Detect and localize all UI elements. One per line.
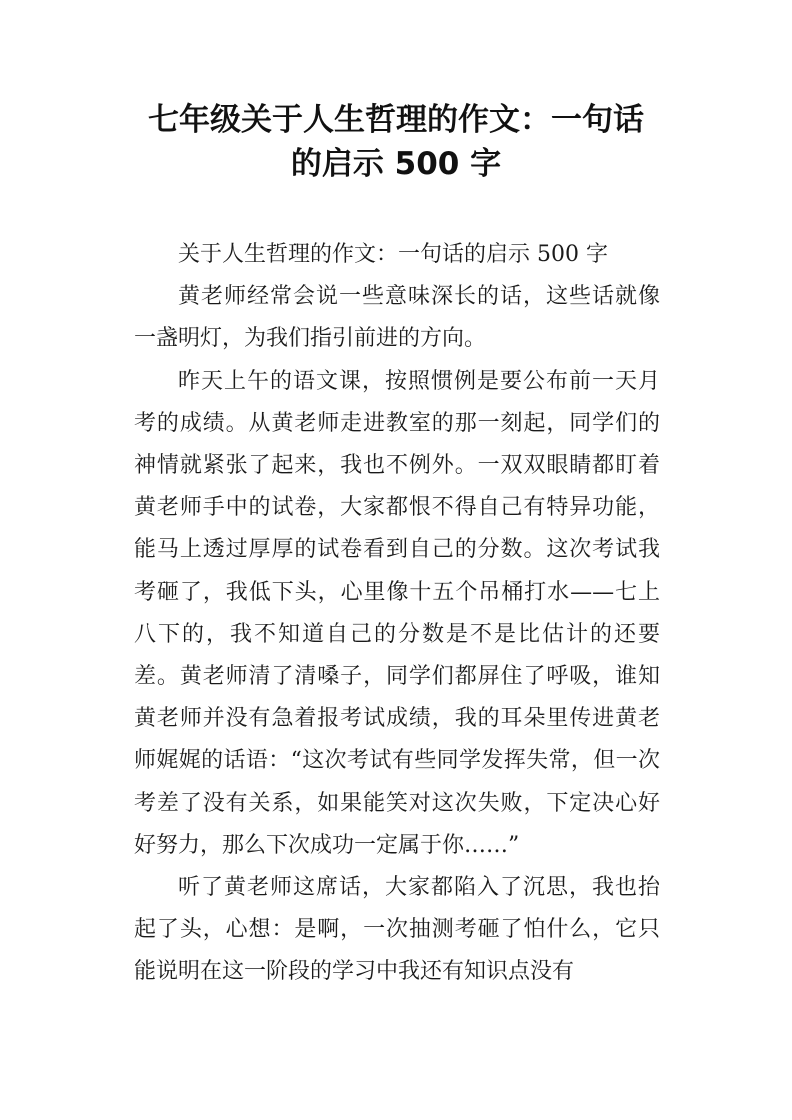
document-body [134,234,660,994]
paragraph-exam-story: 昨天上午的语文课，按照惯例是要公布前一天月考的成绩。从黄老师走进教室的那一刻起，同学们的神情就紧张了起来，我也不例外。一双双眼睛都盯着黄老师手中的试卷，大家都恨不得自己有特异功能，能马上透过厚厚的试卷看到自己的分数。这次考试我考砸了，我低下头，心里像十五个吊桶打水——七上八下的，我不知道自己的分数是不是比估计的还要差。黄老师清了清嗓子，同学们都屏住了呼吸，谁知黄老师并没有急着报考试成绩，我的耳朵里传进黄老师娓娓的话语：“这次考试有些同学发挥失常，但一次考差了没有关系，如果能笑对这次失败，下定决心好好努力，那么下次成功一定属于你……” [134,368,660,858]
title-line-2: 的启示 500 字 [290,146,502,182]
paragraph-subtitle: 关于人生哲理的作文：一句话的启示 500 字 [178,242,608,267]
paragraph-reflection: 听了黄老师这席话，大家都陷入了沉思，我也抬起了头，心想：是啊，一次抽测考砸了怕什么，它只能说明在这一阶段的学习中我还有知识点没有 [134,875,660,985]
title-line-1: 七年级关于人生哲理的作文：一句话 [148,102,644,138]
document-title [100,98,692,186]
paragraph-intro: 黄老师经常会说一些意味深长的话，这些话就像一盏明灯，为我们指引前进的方向。 [134,284,660,352]
